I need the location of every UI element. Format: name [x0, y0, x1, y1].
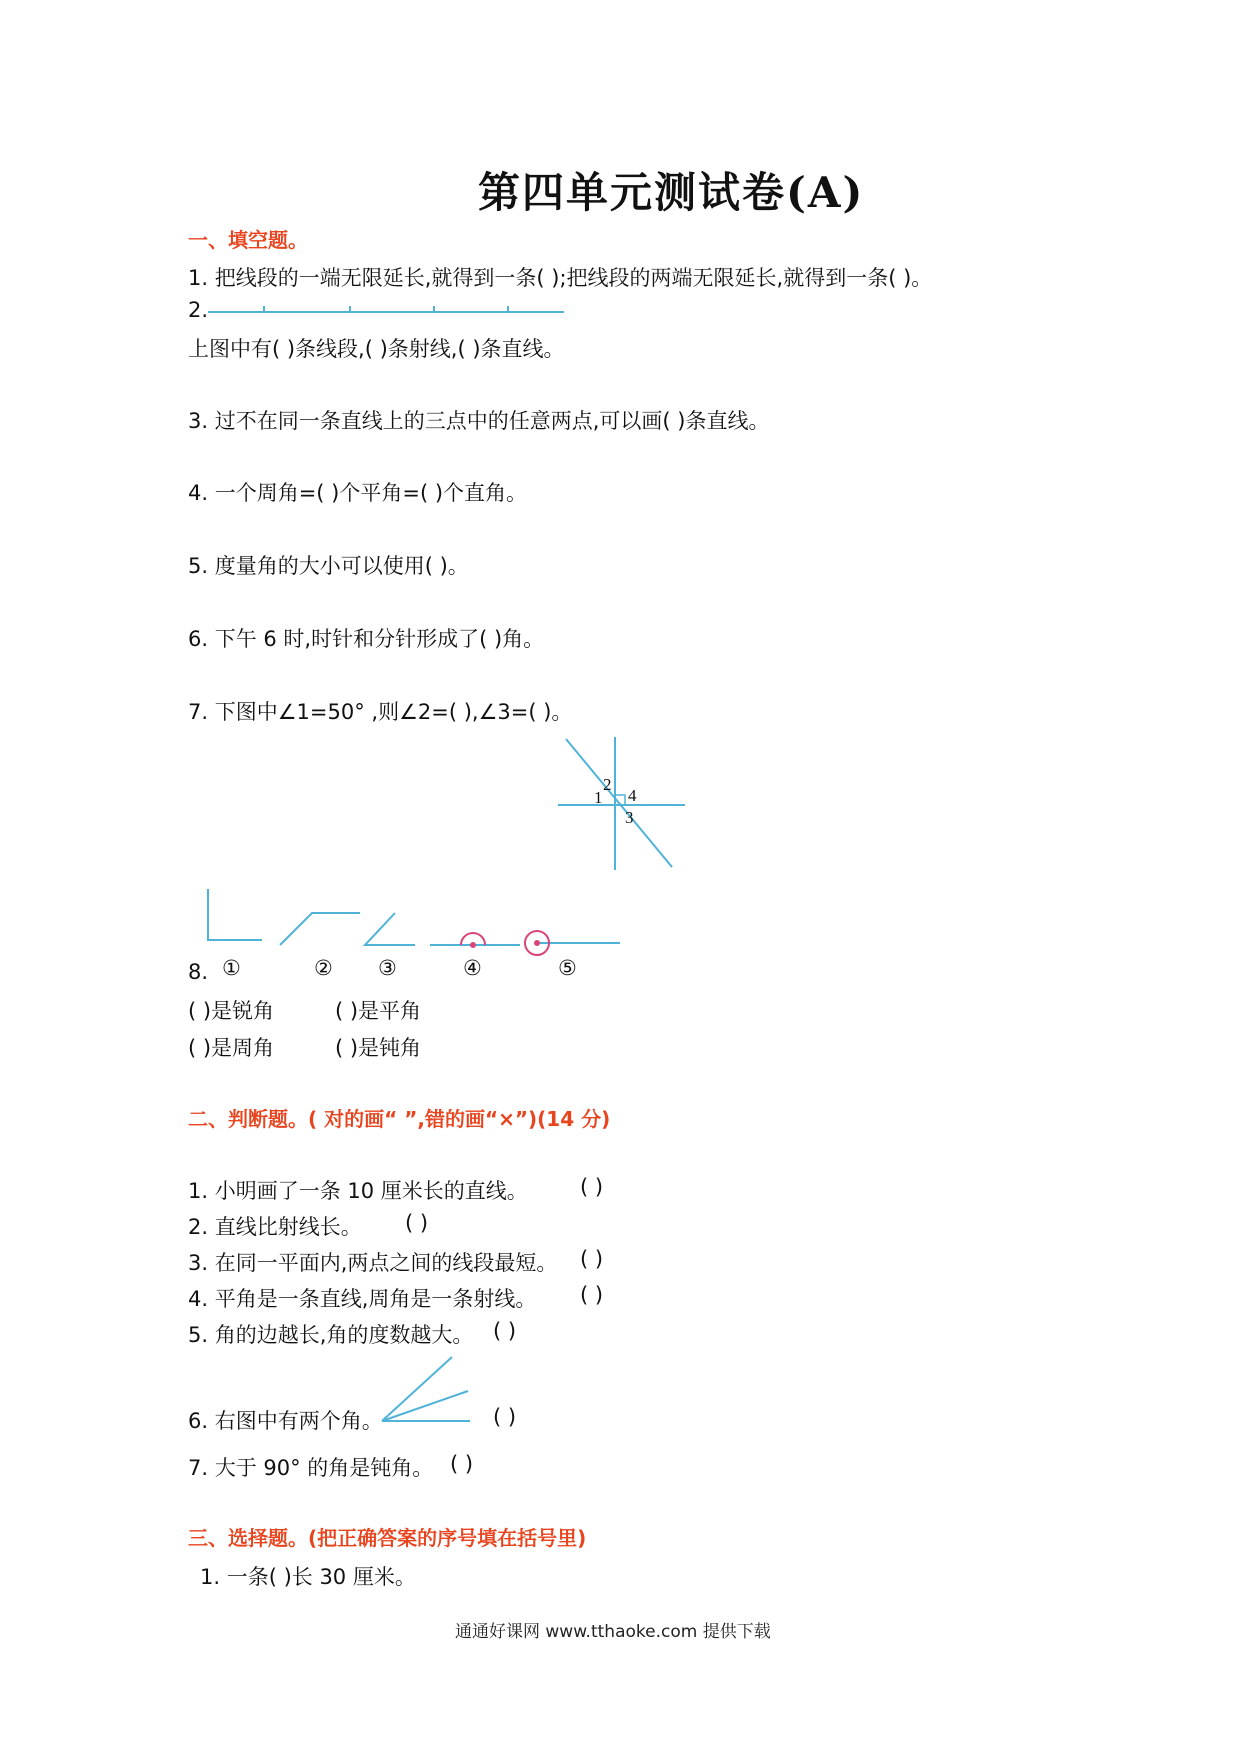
angle-label-4: 4	[628, 786, 637, 805]
q8-marker-3: ③	[378, 956, 397, 980]
judge-item-2: 2. 直线比射线长。	[188, 1215, 362, 1239]
q8-full-blank: ( )是周角	[188, 1036, 275, 1060]
judge-paren-2: ( )	[405, 1211, 429, 1235]
footer-source: 通通好课网 www.tthaoke.com 提供下载	[455, 1622, 771, 1642]
question-6: 6. 下午 6 时,时针和分针形成了( )角。	[188, 627, 545, 651]
question-2-text: 上图中有( )条线段,( )条射线,( )条直线。	[188, 337, 565, 361]
angle-label-3: 3	[625, 808, 634, 827]
judge-item-7: 7. 大于 90° 的角是钝角。	[188, 1456, 434, 1480]
angle-shape-3	[365, 913, 415, 945]
choice-question-1: 1. 一条( )长 30 厘米。	[200, 1565, 416, 1589]
judge-paren-6: ( )	[493, 1405, 517, 1429]
question-4: 4. 一个周角=( )个平角=( )个直角。	[188, 481, 528, 505]
q8-marker-1: ①	[222, 956, 241, 980]
angle-label-2: 2	[603, 775, 612, 794]
question-8-number: 8.	[188, 960, 209, 984]
question-7: 7. 下图中∠1=50° ,则∠2=( ),∠3=( )。	[188, 700, 573, 724]
angle-label-1: 1	[594, 788, 603, 807]
question-3: 3. 过不在同一条直线上的三点中的任意两点,可以画( )条直线。	[188, 409, 770, 433]
judge-item-1: 1. 小明画了一条 10 厘米长的直线。	[188, 1179, 528, 1203]
judge-paren-1: ( )	[580, 1175, 604, 1199]
section-heading-true-false: 二、判断题。( 对的画“ ”,错的画“×”)(14 分)	[188, 1107, 611, 1131]
q8-straight-blank: ( )是平角	[335, 999, 422, 1023]
question-5: 5. 度量角的大小可以使用( )。	[188, 554, 469, 578]
angle-shapes-q8	[200, 885, 640, 965]
q8-marker-5: ⑤	[558, 956, 577, 980]
judge-item-3: 3. 在同一平面内,两点之间的线段最短。	[188, 1251, 558, 1275]
question-2-number: 2.	[188, 298, 209, 322]
judge-paren-4: ( )	[580, 1283, 604, 1307]
section-heading-choice: 三、选择题。(把正确答案的序号填在括号里)	[188, 1526, 587, 1550]
q8-marker-2: ②	[314, 956, 333, 980]
q8-obtuse-blank: ( )是钝角	[335, 1036, 422, 1060]
judge-item-5: 5. 角的边越长,角的度数越大。	[188, 1323, 474, 1347]
q8-acute-blank: ( )是锐角	[188, 999, 275, 1023]
angle-shape-2	[280, 913, 360, 945]
segment-line-figure	[208, 300, 568, 320]
q8-marker-4: ④	[463, 956, 482, 980]
angle-shape-1	[208, 889, 262, 940]
angle-diagram-q7	[550, 735, 690, 875]
judge-paren-7: ( )	[450, 1452, 474, 1476]
two-rays-figure	[380, 1355, 480, 1430]
judge-paren-5: ( )	[493, 1319, 517, 1343]
judge-item-6: 6. 右图中有两个角。	[188, 1409, 383, 1433]
page-title: 第四单元测试卷(A)	[478, 168, 865, 217]
judge-paren-3: ( )	[580, 1247, 604, 1271]
section-heading-fill-blank: 一、填空题。	[188, 228, 308, 252]
question-1: 1. 把线段的一端无限延长,就得到一条( );把线段的两端无限延长,就得到一条( )。	[188, 266, 933, 290]
judge-item-4: 4. 平角是一条直线,周角是一条射线。	[188, 1287, 537, 1311]
